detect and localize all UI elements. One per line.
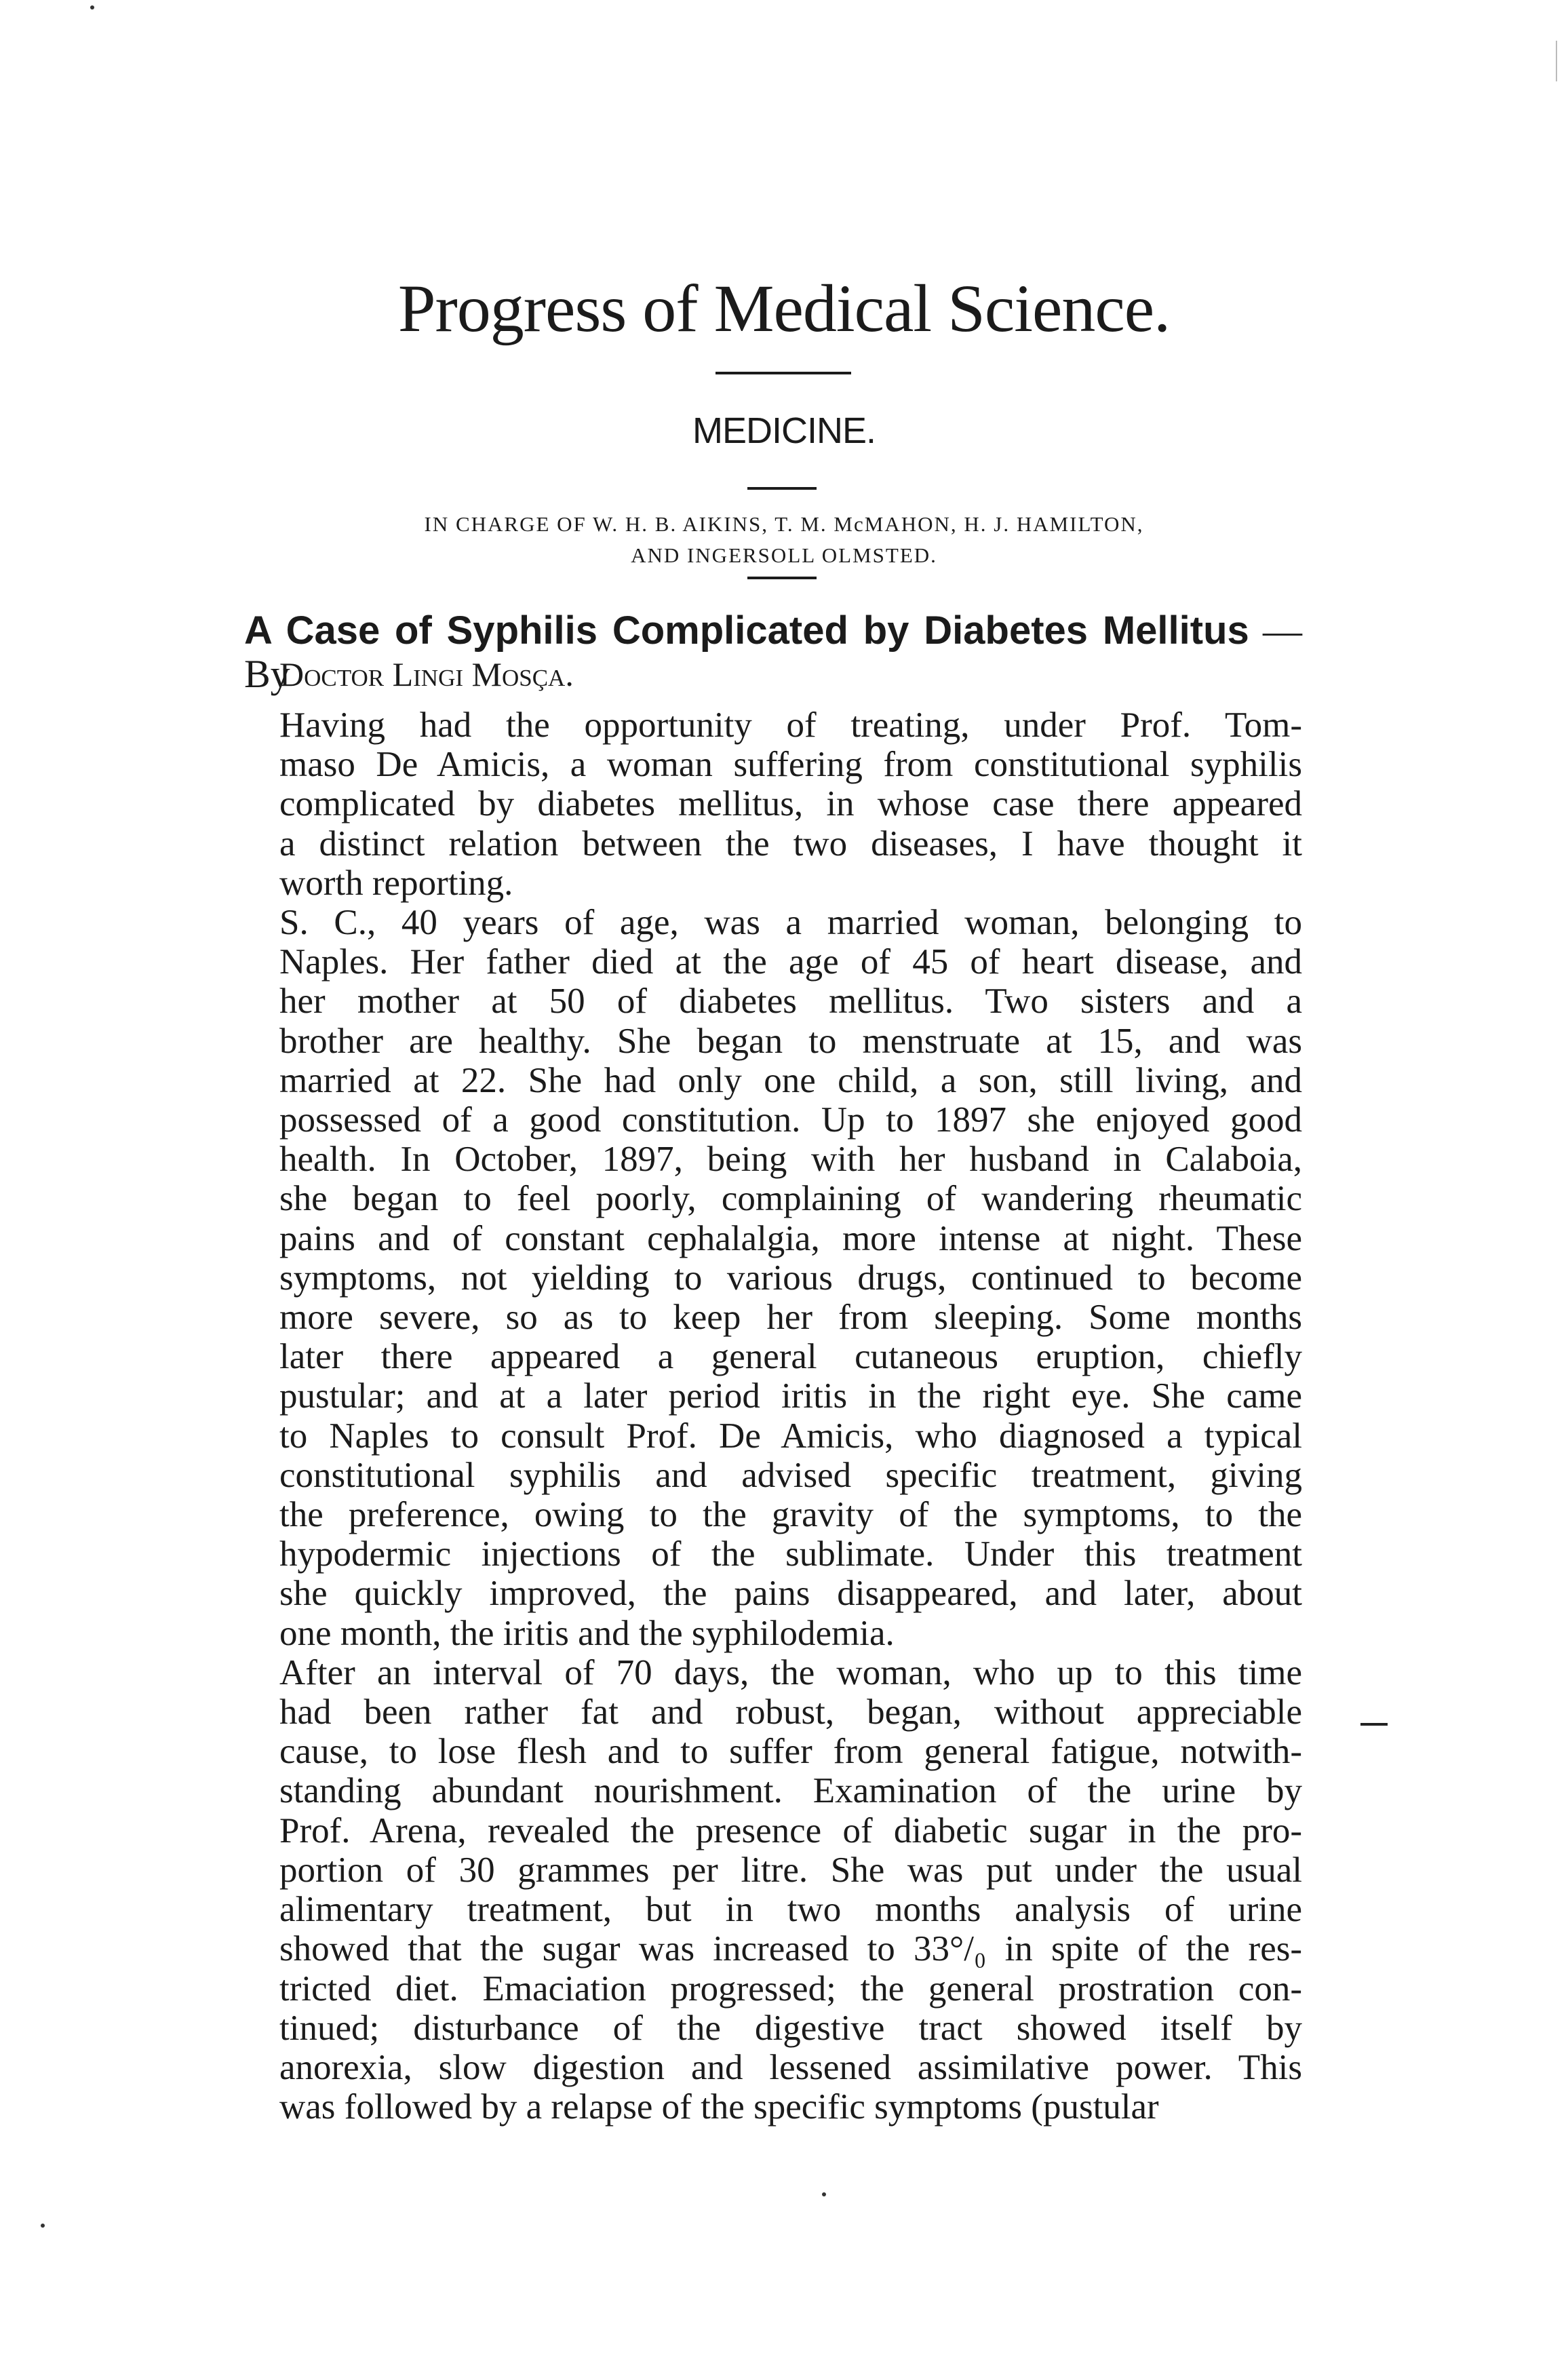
section-heading: MEDICINE. (692, 410, 876, 451)
text-line: portion of 30 grammes per litre. She was put under the usual (279, 1850, 1302, 1890)
editors-credit (0, 509, 1568, 571)
text-line: tinued; disturbance of the digestive tract showed itself by (279, 2008, 1302, 2048)
margin-speck (822, 2192, 826, 2196)
text-line: tricted diet. Emaciation progressed; the general prostration con- (279, 1969, 1302, 2009)
text-line: brother are healthy. She began to menstruate at 15, and was (279, 1021, 1302, 1061)
text-line: anorexia, slow digestion and lessened assimilative power. This (279, 2047, 1302, 2087)
text-line: one month, the iritis and the syphilodemia. (279, 1613, 895, 1653)
text-line: maso De Amicis, a woman suffering from constitutional syphilis (279, 745, 1302, 785)
text-line: Having had the opportunity of treating, under Prof. Tom- (279, 705, 1302, 745)
section-rule (747, 487, 817, 490)
text-line: alimentary treatment, but in two months analysis of urine (279, 1890, 1302, 1930)
text-line: had been rather fat and robust, began, without appreciable (279, 1692, 1302, 1732)
margin-dash (1360, 1723, 1388, 1726)
text-line: cause, to lose flesh and to suffer from general fatigue, notwith- (279, 1732, 1302, 1772)
text-line: hypodermic injections of the sublimate. Under this treatment (279, 1534, 1302, 1574)
text-line: constitutional syphilis and advised specific treatment, giving (279, 1455, 1302, 1495)
text-line: pustular; and at a later period iritis in the right eye. She came (279, 1376, 1302, 1416)
text-line: S. C., 40 years of age, was a married woman, belonging to (279, 903, 1302, 943)
text-line: she quickly improved, the pains disappeared, and later, about (279, 1574, 1302, 1614)
text-line: she began to feel poorly, complaining of wandering rheumatic (279, 1179, 1302, 1219)
body-paragraph (244, 705, 1302, 903)
margin-mark (1556, 41, 1557, 81)
article-body (244, 705, 1302, 2127)
body-paragraph (244, 1653, 1302, 2127)
text-line: was followed by a relapse of the specific symptoms (pustular (279, 2087, 1159, 2127)
article-title-text: A Case of Syphilis Complicated by Diabetes Mellitus (244, 608, 1249, 653)
text-line: the preference, owing to the gravity of the symptoms, to the (279, 1495, 1302, 1535)
text-line: later there appeared a general cutaneous eruption, chiefly (279, 1337, 1302, 1377)
text-line: worth reporting. (279, 863, 513, 903)
text-line: Prof. Arena, revealed the presence of diabetic sugar in the pro- (279, 1810, 1302, 1850)
text-line: symptoms, not yielding to various drugs, continued to become (279, 1258, 1302, 1298)
text-line: to Naples to consult Prof. De Amicis, who diagnosed a typical (279, 1416, 1302, 1456)
editors-rule (747, 577, 817, 579)
margin-speck (90, 5, 94, 9)
text-line: showed that the sugar was increased to 33°/₀ in spite of the res- (279, 1929, 1302, 1969)
text-line: her mother at 50 of diabetes mellitus. Two sisters and a (279, 982, 1302, 1022)
text-line: a distinct relation between the two diseases, I have thought it (279, 823, 1302, 864)
editors-line-2: AND INGERSOLL OLMSTED. (631, 543, 937, 567)
text-line: pains and of constant cephalalgia, more intense at night. These (279, 1218, 1302, 1258)
text-line: After an interval of 70 days, the woman, who up to this time (279, 1652, 1302, 1692)
article-byline-prefix: —By (244, 608, 1302, 696)
text-line: health. In October, 1897, being with her husband in Calaboia, (279, 1140, 1302, 1180)
margin-speck (41, 2224, 45, 2228)
text-line: complicated by diabetes mellitus, in whose case there appeared (279, 784, 1302, 824)
text-line: possessed of a good constitution. Up to 1897 she enjoyed good (279, 1100, 1302, 1140)
journal-section-title: Progress of Medical Science. (397, 271, 1171, 346)
text-line: standing abundant nourishment. Examination of the urine by (279, 1771, 1302, 1811)
text-line: married at 22. She had only one child, a son, still living, and (279, 1060, 1302, 1100)
text-line: more severe, so as to keep her from sleeping. Some months (279, 1298, 1302, 1338)
title-rule (716, 372, 851, 374)
text-line: Naples. Her father died at the age of 45 of heart disease, and (279, 942, 1302, 982)
article-author: Doctor Lingi Mosça. (279, 655, 574, 693)
editors-line-1: IN CHARGE OF W. H. B. AIKINS, T. M. McMAHON, H. J. HAMILTON, (424, 512, 1144, 536)
body-paragraph (244, 903, 1302, 1653)
